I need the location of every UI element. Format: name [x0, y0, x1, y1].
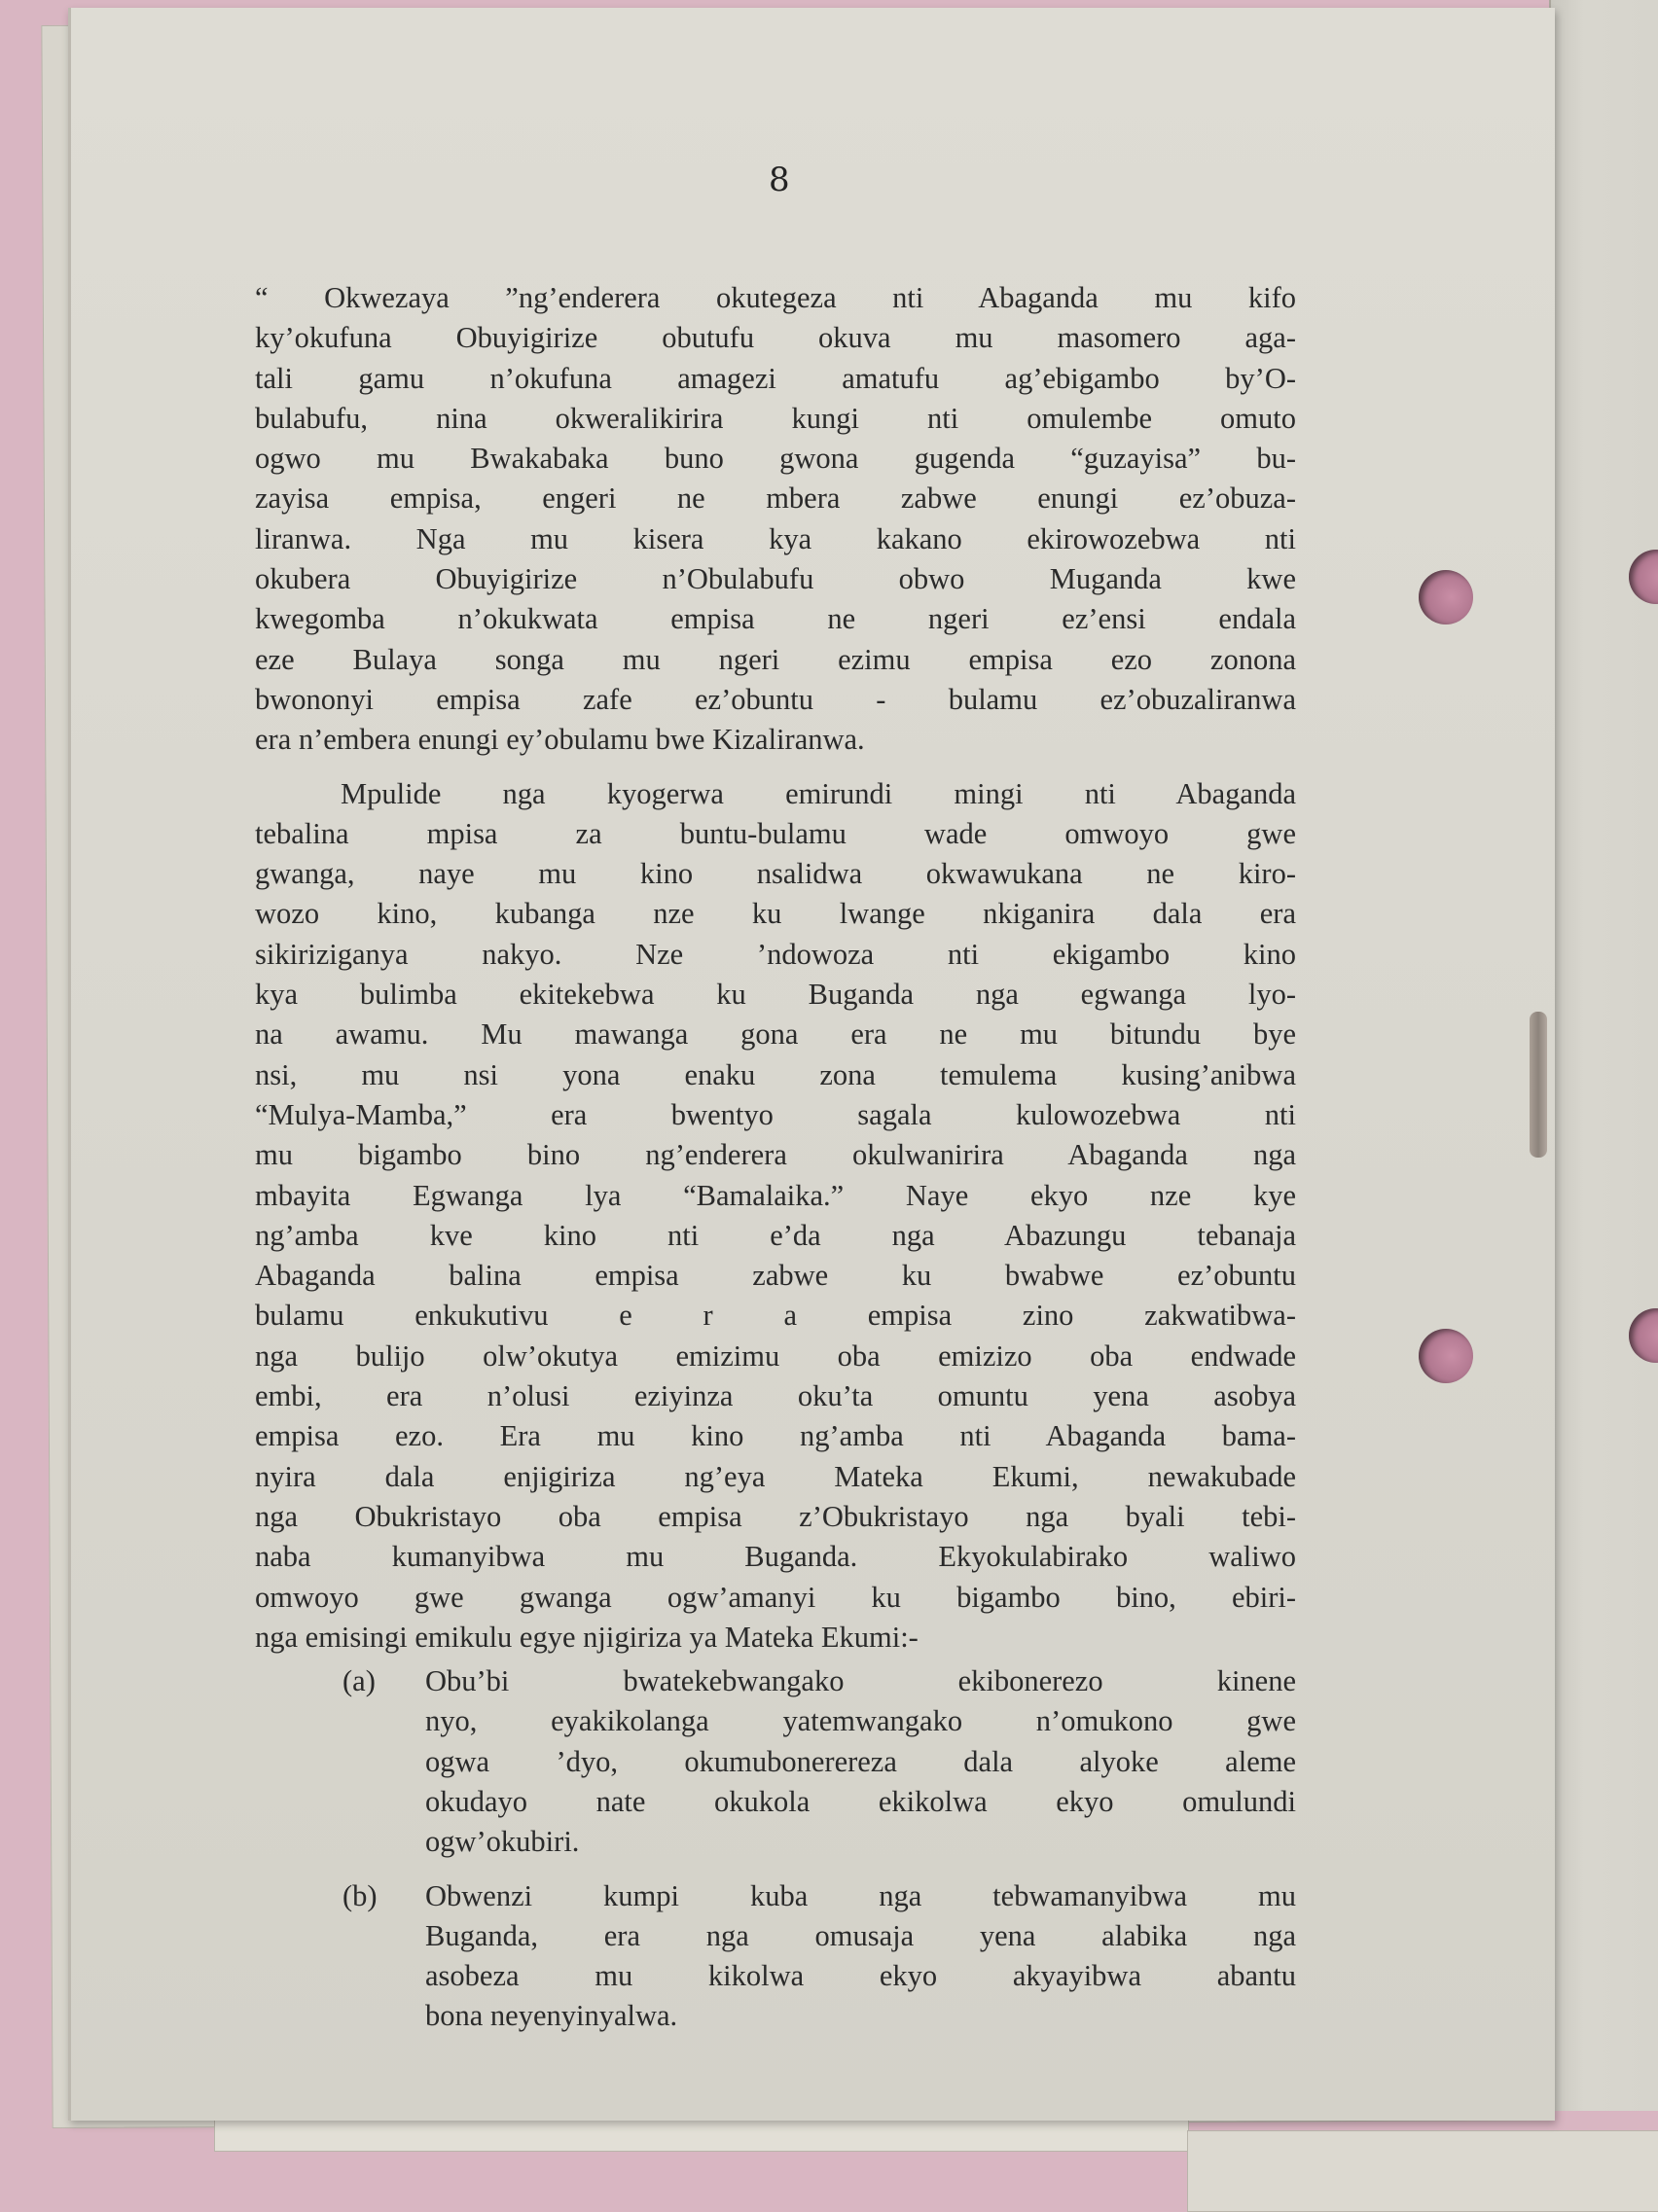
- punch-hole: [1629, 1308, 1658, 1363]
- text-line: Obu’bi bwatekebwangako ekibonerezo kinene: [425, 1664, 1296, 1698]
- text-line: era n’embera enungi ey’obulamu bwe Kizaliranwa.: [255, 723, 865, 757]
- text-line: mu bigambo bino ng’enderera okulwanirira Abaganda nga: [255, 1138, 1296, 1172]
- text-line: empisa ezo. Era mu kino ng’amba nti Abaganda bama-: [255, 1419, 1296, 1453]
- text-line: zayisa empisa, engeri ne mbera zabwe enungi ez’obuza-: [255, 482, 1296, 516]
- item-text: [425, 1876, 1296, 2037]
- punch-hole: [1419, 570, 1473, 624]
- text-line: “Mulya-Mamba,” era bwentyo sagala kulowozebwa nti: [255, 1097, 1296, 1131]
- body-text: [255, 278, 1296, 2037]
- paragraph: [255, 774, 1296, 1659]
- text-line: Abaganda balina empisa zabwe ku bwabwe ez’obuntu: [255, 1259, 1296, 1293]
- binding-tear: [1530, 1012, 1547, 1158]
- text-line: ogwo mu Bwakabaka buno gwona gugenda “guzayisa” bu-: [255, 442, 1296, 476]
- text-line: bona neyenyinyalwa.: [425, 1999, 678, 2033]
- paragraph: [255, 278, 1296, 761]
- text-line: bulamu enkukutivu e r a empisa zino zakwatibwa-: [255, 1299, 1296, 1333]
- text-line: nga Obukristayo oba empisa z’Obukristayo nga byali tebi-: [255, 1499, 1296, 1533]
- text-line: kwegomba n’okukwata empisa ne ngeri ez’ensi endala: [255, 602, 1296, 636]
- text-line: ogwa ’dyo, okumubonerereza dala alyoke aleme: [425, 1744, 1296, 1778]
- text-line: wozo kino, kubanga nze ku lwange nkiganira dala era: [255, 897, 1296, 931]
- paragraph-gap: [255, 761, 1296, 774]
- text-line: nyira dala enjigiriza ng’eya Mateka Ekumi, newakubade: [255, 1459, 1296, 1493]
- text-line: mbayita Egwanga lya “Bamalaika.” Naye ekyo nze kye: [255, 1178, 1296, 1212]
- text-line: ng’amba kve kino nti e’da nga Abazungu tebanaja: [255, 1218, 1296, 1252]
- item-text: [425, 1661, 1296, 1862]
- text-line: naba kumanyibwa mu Buganda. Ekyokulabirako waliwo: [255, 1540, 1296, 1574]
- list-item: [255, 1661, 1296, 1862]
- text-line: Buganda, era nga omusaja yena alabika nga: [425, 1918, 1296, 1952]
- facing-page-edge: [1549, 0, 1658, 2111]
- text-line: nga emisingi emikulu egye njigiriza ya Mateka Ekumi:-: [255, 1620, 919, 1654]
- text-line: sikiriziganya nakyo. Nze ’ndowoza nti ekigambo kino: [255, 937, 1296, 971]
- item-label: (a): [342, 1664, 376, 1698]
- text-line: okudayo nate okukola ekikolwa ekyo omulundi: [425, 1784, 1296, 1818]
- item-label: (b): [342, 1878, 378, 1912]
- text-line: tebalina mpisa za buntu-bulamu wade omwoyo gwe: [255, 816, 1296, 850]
- text-line: “ Okwezaya ”ng’enderera okutegeza nti Abaganda mu kifo: [255, 281, 1296, 314]
- item-gap: [255, 1863, 1296, 1876]
- page-number: 8: [769, 161, 790, 199]
- text-line: embi, era n’olusi eziyinza oku’ta omuntu yena asobya: [255, 1379, 1296, 1413]
- punch-hole: [1629, 550, 1658, 604]
- text-line: Mpulide nga kyogerwa emirundi mingi nti Abaganda: [341, 776, 1296, 810]
- underlying-sheet-bottom-right: [1187, 2130, 1658, 2212]
- text-line: bulabufu, nina okweralikirira kungi nti omulembe omuto: [255, 401, 1296, 435]
- text-line: ky’okufuna Obuyigirize obutufu okuva mu masomero aga-: [255, 321, 1296, 355]
- text-line: nsi, mu nsi yona enaku zona temulema kusing’anibwa: [255, 1057, 1296, 1091]
- text-line: nyo, eyakikolanga yatemwangako n’omukono gwe: [425, 1704, 1296, 1738]
- text-line: gwanga, naye mu kino nsalidwa okwawukana ne kiro-: [255, 857, 1296, 891]
- text-line: tali gamu n’okufuna amagezi amatufu ag’ebigambo by’O-: [255, 361, 1296, 395]
- punch-hole: [1419, 1329, 1473, 1383]
- text-line: eze Bulaya songa mu ngeri ezimu empisa ezo zonona: [255, 642, 1296, 676]
- text-line: omwoyo gwe gwanga ogw’amanyi ku bigambo bino, ebiri-: [255, 1580, 1296, 1614]
- text-line: ogw’okubiri.: [425, 1825, 580, 1859]
- list-item: [255, 1876, 1296, 2037]
- text-line: okubera Obuyigirize n’Obulabufu obwo Muganda kwe: [255, 562, 1296, 596]
- text-line: Obwenzi kumpi kuba nga tebwamanyibwa mu: [425, 1878, 1296, 1912]
- text-line: liranwa. Nga mu kisera kya kakano ekirowozebwa nti: [255, 521, 1296, 555]
- text-line: kya bulimba ekitekebwa ku Buganda nga egwanga lyo-: [255, 978, 1296, 1012]
- text-line: asobeza mu kikolwa ekyo akyayibwa abantu: [425, 1959, 1296, 1993]
- text-line: bwononyi empisa zafe ez’obuntu - bulamu ez’obuzaliranwa: [255, 682, 1296, 716]
- text-line: na awamu. Mu mawanga gona era ne mu bitundu bye: [255, 1017, 1296, 1052]
- text-line: nga bulijo olw’okutya emizimu oba emizizo oba endwade: [255, 1338, 1296, 1373]
